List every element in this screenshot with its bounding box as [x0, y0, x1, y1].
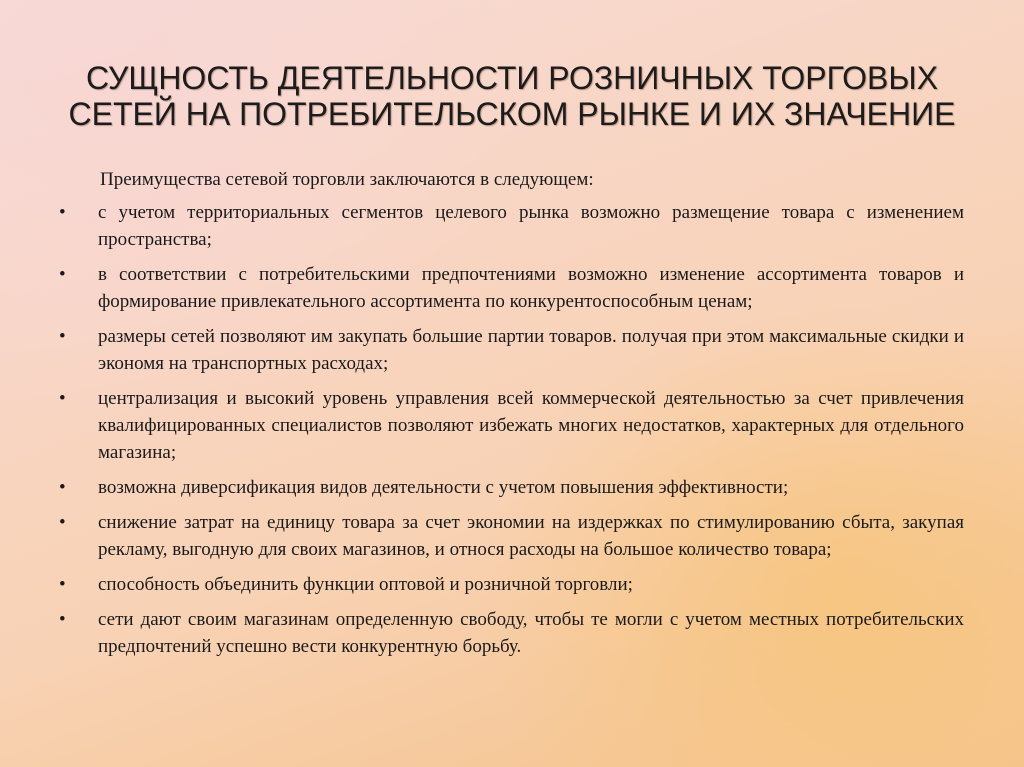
list-item [0, 323, 1024, 377]
bullet-icon: • [59, 574, 66, 595]
slide-title [40, 60, 984, 132]
list-item-text: централизация и высокий уровень управления всей коммерческой деятельностью за счет привлечения квалифицированных специалистов позволяют избежать многих недостатков, характерных для отдельного магазина; [98, 388, 964, 463]
list-item-text: снижение затрат на единицу товара за счет экономии на издержках по стимулированию сбыта, закупая рекламу, выгодную для своих магазинов, и относя расходы на большое количество товара; [98, 512, 964, 560]
list-item-text: в соответствии с потребительскими предпочтениями возможно изменение ассортимента товаров и формирование привлекательного ассортимента по конкурентоспособным ценам; [98, 264, 964, 312]
list-item [0, 261, 1024, 315]
list-item-text: размеры сетей позволяют им закупать большие партии товаров. получая при этом максимальные скидки и экономя на транспортных расходах; [98, 326, 964, 374]
slide-title-line-2: СЕТЕЙ НА ПОТРЕБИТЕЛЬСКОМ РЫНКЕ И ИХ ЗНАЧЕНИЕ [68, 96, 956, 132]
list-item-text: возможна диверсификация видов деятельности с учетом повышения эффективности; [98, 477, 789, 498]
bullet-icon: • [59, 609, 66, 630]
bullet-icon: • [59, 477, 66, 498]
bullet-icon: • [59, 202, 66, 223]
bullet-icon: • [59, 264, 66, 285]
advantages-list [0, 199, 1024, 668]
list-item [0, 571, 1024, 598]
intro-text: Преимущества сетевой торговли заключаются в следующем: [100, 169, 594, 190]
list-item [0, 606, 1024, 660]
bullet-icon: • [59, 326, 66, 347]
list-item-text: сети дают своим магазинам определенную свободу, чтобы те могли с учетом местных потребительских предпочтений успешно вести конкурентную борьбу. [98, 609, 964, 657]
list-item-text: способность объединить функции оптовой и розничной торговли; [98, 574, 633, 595]
bullet-icon: • [59, 388, 66, 409]
list-item-text: с учетом территориальных сегментов целевого рынка возможно размещение товара с изменением пространства; [98, 202, 964, 250]
list-item [0, 509, 1024, 563]
list-item [0, 199, 1024, 253]
slide-title-line-1: СУЩНОСТЬ ДЕЯТЕЛЬНОСТИ РОЗНИЧНЫХ ТОРГОВЫХ [85, 60, 939, 96]
list-item [0, 385, 1024, 466]
list-item [0, 474, 1024, 501]
bullet-icon: • [59, 512, 66, 533]
